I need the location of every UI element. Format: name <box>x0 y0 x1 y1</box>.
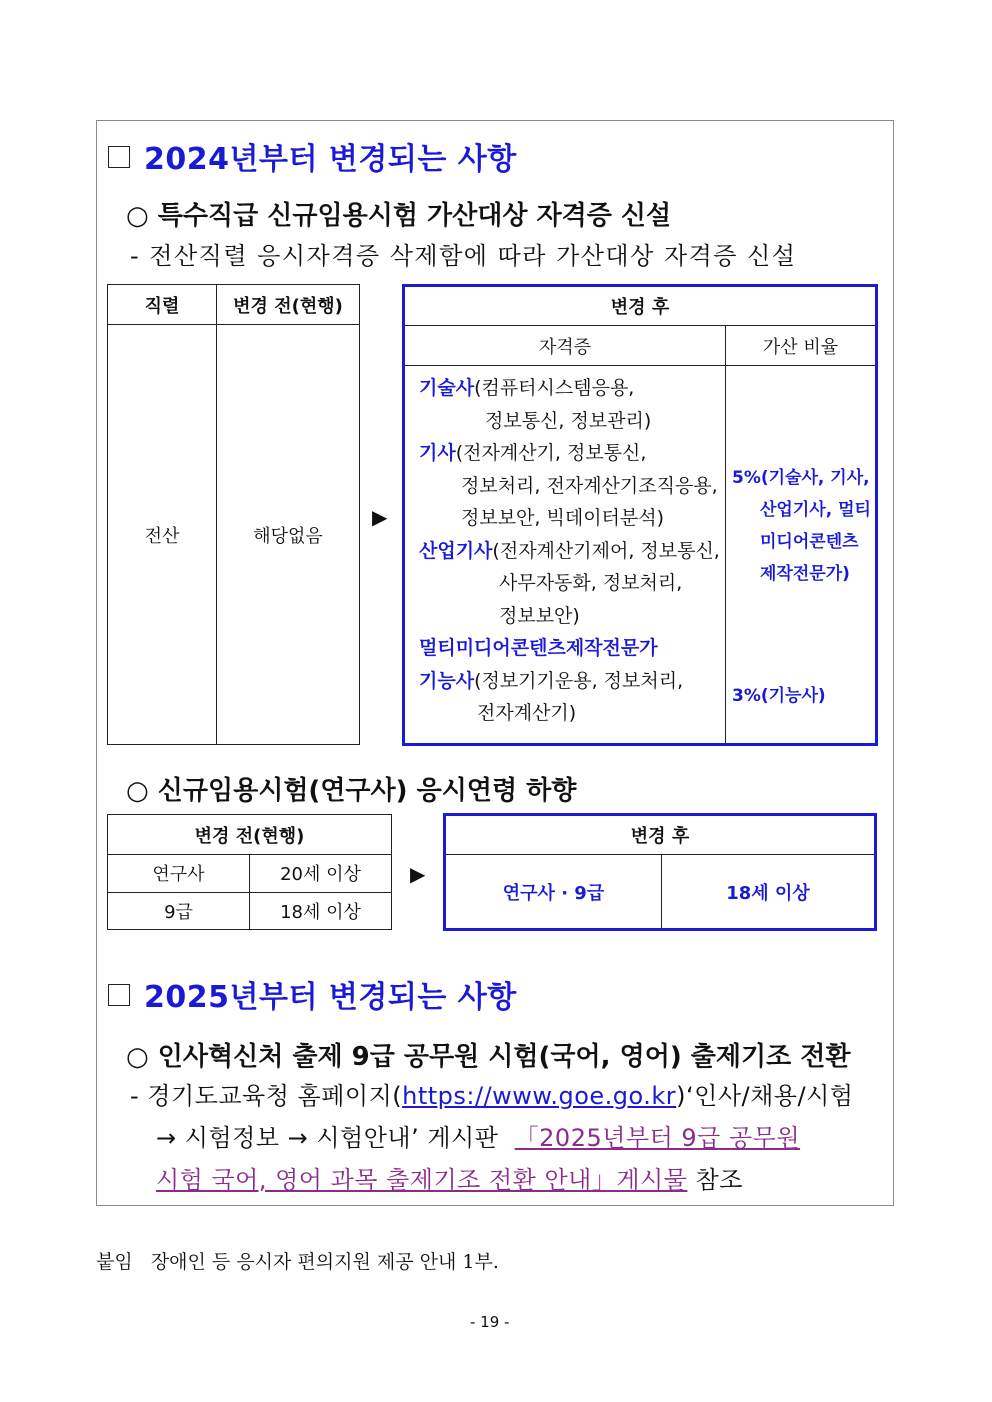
checkbox-square-icon <box>108 146 130 168</box>
section-2024-title: 2024년부터 변경되는 사항 <box>144 142 517 177</box>
table2-after-type: 연구사 · 9급 <box>445 855 662 930</box>
notice-link-b[interactable]: 시험 국어, 영어 과목 출제기조 전환 안내」게시물 <box>156 1166 688 1194</box>
item-1-desc: - 전산직렬 응시자격증 삭제함에 따라 가산대상 자격증 신설 <box>130 242 797 270</box>
table2-row2-age: 18세 이상 <box>250 892 392 930</box>
section-2025-heading <box>108 972 517 1016</box>
header-qualification: 자격증 <box>404 326 726 366</box>
rate-high: 5%(기술사, 기사, 산업기사, 멀티 미디어콘텐츠 제작전문가) <box>732 468 871 584</box>
section-2025-title: 2025년부터 변경되는 사항 <box>144 980 517 1015</box>
arrow-right-icon: ▶ <box>372 505 388 529</box>
table2-row1-age: 20세 이상 <box>250 855 392 893</box>
checkbox-square-icon-2 <box>108 984 130 1006</box>
table2-row2-type: 9급 <box>108 892 250 930</box>
item-1-title: ○ 특수직급 신규임용시험 가산대상 자격증 신설 <box>126 201 672 231</box>
header-after: 변경 후 <box>404 286 877 326</box>
qual-multimedia: 멀티미디어콘텐츠제작전문가 <box>419 637 658 659</box>
table2-header-after: 변경 후 <box>445 815 876 855</box>
table2-after <box>443 813 877 931</box>
header-before: 변경 전(현행) <box>217 285 360 325</box>
qual-gineungsa: 기능사(정보기기운용, 정보처리, <box>419 669 684 692</box>
item-3-title: ○ 인사혁신처 출제 9급 공무원 시험(국어, 영어) 출제기조 전환 <box>126 1042 851 1072</box>
header-rate: 가산 비율 <box>726 326 877 366</box>
table2-before <box>107 814 392 930</box>
item-3-line2: → 시험정보 → 시험안내’ 게시판 「2025년부터 9급 공무원 <box>156 1124 801 1152</box>
rate-low: 3%(기능사) <box>732 686 826 706</box>
rate-cell <box>726 366 877 745</box>
item-2-title: ○ 신규임용시험(연구사) 응시연령 하향 <box>126 776 577 806</box>
table2-row1-type: 연구사 <box>108 855 250 893</box>
item-3-line3: 시험 국어, 영어 과목 출제기조 전환 안내」게시물 참조 <box>156 1166 743 1194</box>
page-number: - 19 - <box>470 1313 510 1331</box>
qual-gisulsa: 기술사(컴퓨터시스템응용, <box>419 377 635 399</box>
notice-link-a[interactable]: 「2025년부터 9급 공무원 <box>514 1124 801 1152</box>
table1-before <box>107 284 360 745</box>
table1-after <box>402 284 878 746</box>
section-2024-heading <box>108 134 517 178</box>
table2-after-age: 18세 이상 <box>662 855 876 930</box>
cell-before: 해당없음 <box>217 325 360 745</box>
qual-saneopgisa: 산업기사(전자계산기제어, 정보통신, <box>419 539 720 562</box>
arrow-right-icon-2: ▶ <box>410 862 426 886</box>
table2-header-before: 변경 전(현행) <box>108 815 392 855</box>
qual-gisa: 기사(전자계산기, 정보통신, <box>419 442 647 464</box>
header-series: 직렬 <box>108 285 217 325</box>
qualification-list: 기술사(컴퓨터시스템응용, 정보통신, 정보관리) 기사(전자계산기, 정보통신, 정보처리, 전자계산기조직응용, 정보보안, 빅데이터분석) 산업기사(전자계산기제어, 정보통신, 사무자동화, 정보처리, 정보보안) 멀티미디어콘텐츠제작전문가 기능사(정보기기운용, 정보처리, 전자계산기) <box>404 366 726 745</box>
cell-series: 전산 <box>108 325 217 745</box>
attachment-note: 붙임 장애인 등 응시자 편의지원 제공 안내 1부. <box>96 1251 499 1273</box>
homepage-link[interactable]: https://www.goe.go.kr <box>402 1082 677 1110</box>
item-3-line1: - 경기도교육청 홈페이지(https://www.goe.go.kr)‘인사/채용/시험 <box>130 1082 854 1110</box>
